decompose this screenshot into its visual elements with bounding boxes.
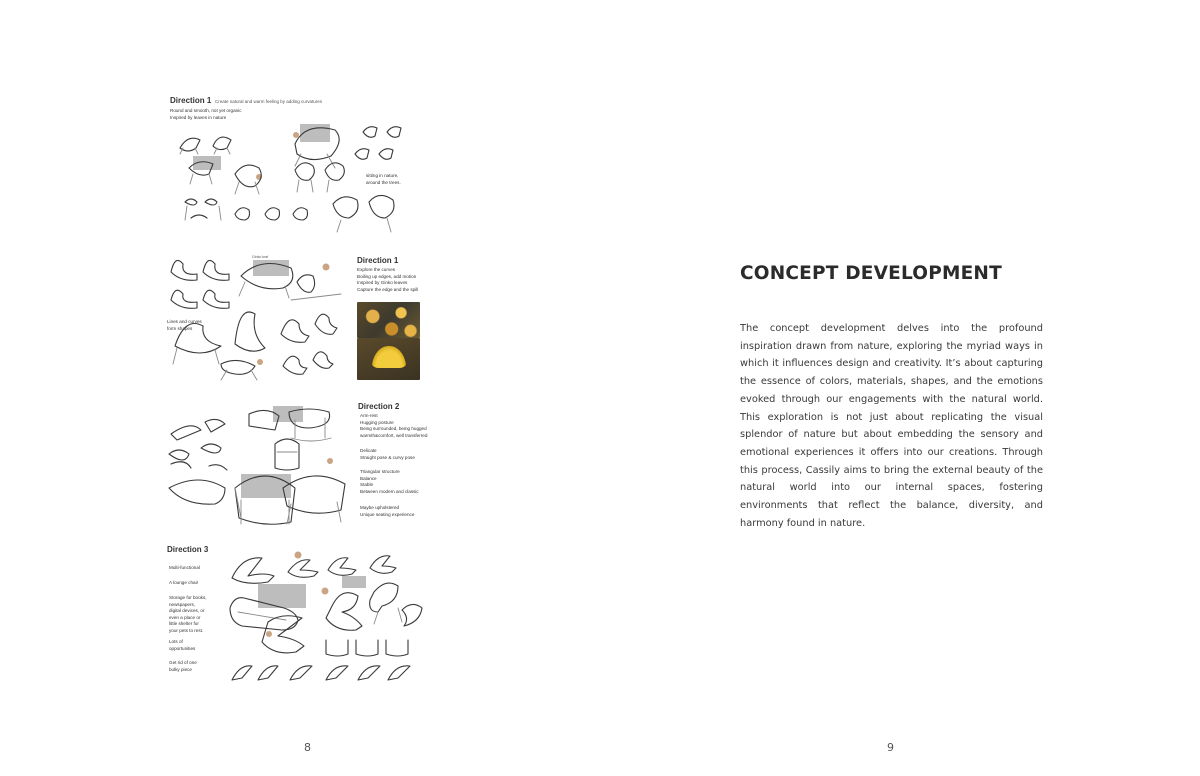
note-line: digital devices, or — [169, 608, 205, 614]
direction3-sketches — [228, 548, 423, 682]
ginko-leaf-shape — [372, 346, 406, 368]
note-line: Hugging posture — [360, 419, 394, 425]
page-heading: CONCEPT DEVELOPMENT — [740, 263, 1002, 284]
gray-block — [241, 474, 291, 498]
note-line: Being surrounded, being hugged — [360, 426, 427, 432]
note-line: Storage for books, — [169, 595, 207, 600]
note-line: Lines and curves — [167, 319, 202, 324]
note-line: Explore the curves — [357, 267, 396, 272]
direction3-note — [169, 565, 200, 572]
direction2-notes-group2 — [360, 448, 415, 461]
ginko-leaves-photo — [357, 302, 420, 338]
note-line: A lounge chair — [169, 580, 199, 585]
accent-dot — [295, 552, 302, 559]
note-line: even a place or — [169, 614, 201, 620]
accent-dot — [327, 458, 333, 464]
direction3-note — [169, 580, 198, 587]
page-number-right: 9 — [887, 741, 894, 754]
note-line: around the trees. — [366, 179, 401, 185]
note-line: opportunities — [169, 645, 196, 651]
note-line: Inspired by leaves in nature — [170, 114, 227, 120]
note-line: your pets to rest. — [169, 627, 204, 633]
note-line: Inspired by Ginko leaves — [357, 280, 408, 286]
note-line: sitting in nature, — [366, 173, 399, 178]
direction1a-title: Direction 1 — [170, 96, 212, 105]
accent-dot — [257, 359, 263, 365]
direction3-note — [169, 595, 207, 635]
page-number-left: 8 — [304, 741, 311, 754]
direction2-sketches — [165, 404, 355, 529]
direction2-notes-group1 — [360, 413, 427, 439]
note-line: bulky piece — [169, 666, 192, 672]
direction1b-sketches — [165, 248, 355, 383]
accent-dot — [322, 588, 329, 595]
direction1b-notes — [357, 267, 418, 293]
accent-dot — [266, 631, 272, 637]
direction1a-subtitle: Create natural and warm feeling by adding curvatures — [215, 99, 323, 104]
chair-sketch — [230, 556, 422, 680]
chair-sketch — [169, 409, 345, 524]
direction2-notes-group4 — [360, 505, 414, 518]
direction2-title: Direction 2 — [358, 402, 400, 411]
direction3-note — [169, 660, 197, 673]
note-line: Straight pose & curvy pose — [360, 454, 415, 460]
note-line: Boiling up edges, add motion — [357, 273, 417, 279]
note-line: Balance — [360, 475, 377, 481]
note-line: Between modern and classic — [360, 488, 419, 494]
note-line: Unique seating experience — [360, 511, 415, 517]
note-line: little shelter for — [169, 621, 199, 627]
note-line: form shapes — [167, 325, 193, 331]
direction2-notes-group3 — [360, 469, 419, 495]
direction3-title: Direction 3 — [167, 545, 209, 554]
chair-sketch — [180, 127, 401, 232]
gray-block — [300, 124, 330, 142]
direction1b-title: Direction 1 — [357, 256, 399, 265]
body-paragraph: The concept development delves into the profound inspiration drawn from nature, exploring the myriad ways in which it influences design and creativity. It’s about capturing the essence of colors, materials, shapes, and the emotions evoked through our engagements with the natural world. This exploration is not just about replicating the visual splendor of nature but about embedding the sensory and emotional experiences it offers into our creations. Through this process, Cassily aims to bring the external beauty of the natural world into our internal spaces, fostering environments that reflect the balance, diversity, and harmony found in nature. — [740, 323, 1043, 529]
note-line: Get rid of one — [169, 660, 197, 665]
chair-sketch — [171, 260, 341, 380]
note-line: Arm-rest — [360, 413, 378, 418]
ginko-label: Ginko leaf — [252, 255, 269, 259]
direction1a-sketches — [165, 118, 425, 238]
note-line: Delicate — [360, 448, 377, 453]
note-line: Maybe upholstered — [360, 505, 400, 510]
note-line: Multi-functional — [169, 565, 200, 570]
note-line: warmth&comfort, well transferred — [360, 432, 428, 438]
note-line: Round and smooth, not yet organic — [170, 108, 242, 113]
note-line: newspapers, — [169, 601, 196, 607]
note-line: Capture the edge and the spill — [357, 286, 419, 292]
note-line: Lots of — [169, 639, 183, 644]
accent-dot — [293, 132, 299, 138]
gray-block — [258, 584, 306, 608]
gray-block — [342, 576, 366, 588]
direction3-note — [169, 639, 195, 652]
note-line: Triangular structure — [360, 469, 400, 474]
gray-block — [253, 260, 289, 276]
note-line: Stable — [360, 482, 374, 488]
accent-dot — [323, 264, 330, 271]
